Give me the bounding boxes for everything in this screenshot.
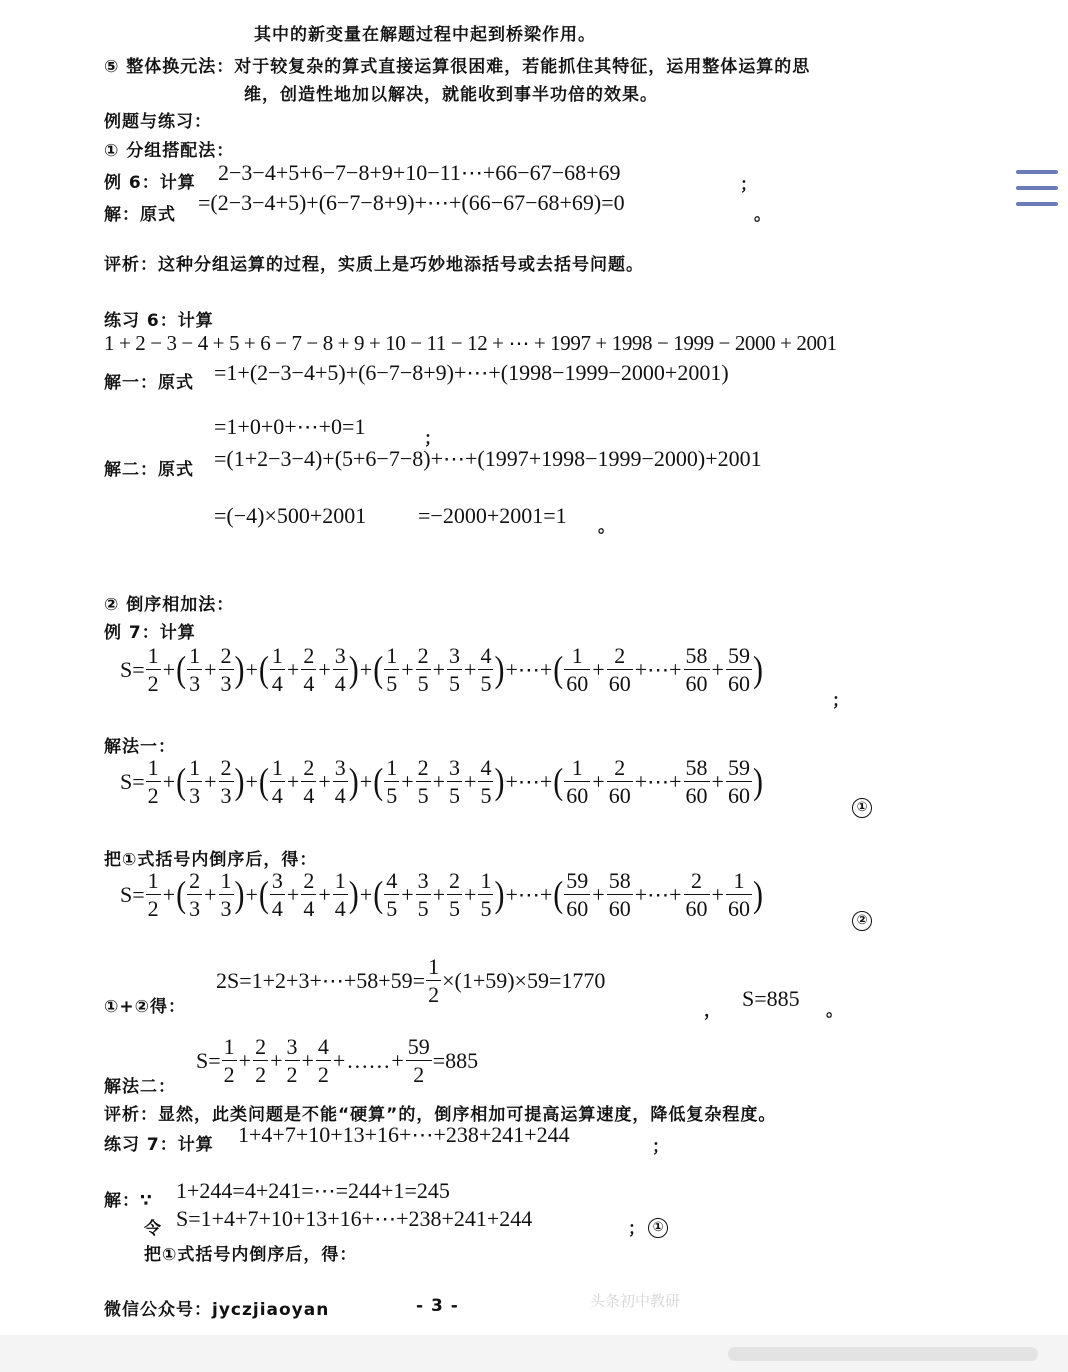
fraction: $\frac{4}{5}$	[480, 755, 492, 808]
method2-label: 解法二：	[104, 1077, 176, 1097]
let-label: 令	[144, 1219, 162, 1239]
fraction: $\frac{59}{60}$	[727, 643, 750, 696]
fraction: $\frac{1}{2}$	[147, 868, 159, 921]
equation-marker-1: ①	[648, 1216, 668, 1238]
fraction: $\frac{1}{2}$	[147, 643, 159, 696]
fraction: $\frac{1}{3}$	[220, 868, 232, 921]
fraction: $\frac{3}{2}$	[286, 1034, 298, 1087]
equation-marker-1: ①	[852, 796, 872, 818]
reverse-note-2: 把①式括号内倒序后，得：	[144, 1245, 358, 1265]
punct: ，	[704, 1001, 722, 1021]
fraction: $\frac{1}{3}$	[189, 643, 201, 696]
scroll-indicator	[728, 1347, 1038, 1361]
method5-heading: ⑤ 整体换元法：对于较复杂的算式直接运算很困难，若能抓住其特征，运用整体运算的思	[104, 57, 811, 77]
practice7-label: 练习 7：计算	[104, 1135, 214, 1155]
footer-wechat: 微信公众号：jyczjiaoyan	[104, 1300, 330, 1320]
solution6a-result: =1+0+0+⋯+0=1	[214, 414, 366, 439]
fraction: $\frac{2}{60}$	[685, 868, 708, 921]
fraction: $\frac{1}{2}$	[223, 1034, 235, 1087]
fraction: $\frac{2}{5}$	[417, 755, 429, 808]
comment7: 评析：显然，此类问题是不能“硬算”的，倒序相加可提高运算速度，降低复杂程度。	[104, 1105, 777, 1125]
punct: ；	[740, 175, 758, 195]
fraction: $\frac{1}{4}$	[271, 755, 283, 808]
fraction: $\frac{1}{60}$	[566, 643, 589, 696]
fraction: $\frac{2}{5}$	[449, 868, 461, 921]
fraction: $\frac{3}{5}$	[449, 643, 461, 696]
solution6a-label: 解一：原式	[104, 373, 194, 393]
fraction: $\frac{2}{4}$	[303, 868, 315, 921]
solution6-expression: =(2−3−4+5)+(6−7−8+9)+⋯+(66−67−68+69)=0	[198, 190, 625, 215]
fraction: $\frac{1}{60}$	[727, 868, 750, 921]
example7-label: 例 7：计算	[104, 623, 196, 643]
fraction: $\frac{58}{60}$	[685, 755, 708, 808]
fraction: $\frac{2}{3}$	[189, 868, 201, 921]
fraction: $\frac{1}{3}$	[189, 755, 201, 808]
fraction: $\frac{2}{60}$	[608, 755, 631, 808]
method2-heading: ② 倒序相加法：	[104, 595, 235, 615]
fraction: $\frac{2}{4}$	[303, 755, 315, 808]
practice7-expression: 1+4+7+10+13+16+⋯+238+241+244	[238, 1122, 570, 1147]
solution6b-label: 解二：原式	[104, 460, 194, 480]
fraction: $\frac{4}{2}$	[317, 1034, 329, 1087]
fraction: $\frac{2}{2}$	[255, 1034, 267, 1087]
practice6-expression: 1 + 2 − 3 − 4 + 5 + 6 − 7 − 8 + 9 + 10 − 11 − 12 + ⋯ + 1997 + 1998 − 1999 − 2000 + 2001	[104, 331, 837, 355]
equation-1: S= $\frac{1}{2}$ + ( $\frac{1}{3}$ + $\frac{2}{3}$ ) + ( $\frac{1}{4}$ + $\frac{2}{4}$ + $\frac{3}{4}$ ) + ( $\frac{1}{5}$ + $\frac{2}{5}$ + $\frac{3}{5}$ + $\frac{4}{5}$ ) +⋯+ ( $\frac{1}{60}$ + $\frac{2}{60}$ +⋯+ $\frac{58}{60}$ + $\frac{59}{60}$ )	[120, 755, 763, 808]
fraction: $\frac{1}{5}$	[386, 643, 398, 696]
text-line: 其中的新变量在解题过程中起到桥梁作用。	[254, 25, 596, 45]
section-title: 例题与练习：	[104, 112, 212, 132]
solution7-label: 解：∵	[104, 1191, 153, 1211]
punct: 。	[598, 517, 616, 537]
fraction: $\frac{1}{60}$	[566, 755, 589, 808]
sum-result: S=885	[742, 986, 800, 1011]
fraction: $\frac{1}{5}$	[480, 868, 492, 921]
fraction: $\frac{1}{2}$	[147, 755, 159, 808]
punct: ；	[628, 1219, 646, 1239]
bottom-bar	[0, 1335, 1068, 1372]
let-expression: S=1+4+7+10+13+16+⋯+238+241+244	[176, 1206, 533, 1231]
punct: ；	[832, 691, 850, 711]
fraction: $\frac{2}{4}$	[303, 643, 315, 696]
sum-label: ①+②得：	[104, 997, 187, 1017]
method1-heading: ① 分组搭配法：	[104, 141, 235, 161]
example6-expression: 2−3−4+5+6−7−8+9+10−11⋯+66−67−68+69	[218, 160, 621, 185]
equation-marker-2: ②	[852, 909, 872, 931]
solution6b-result: =−2000+2001=1	[418, 503, 567, 528]
sum-equation: 2S=1+2+3+⋯+58+59= $\frac{1}{2}$ ×(1+59)×59=1770	[216, 954, 606, 1007]
method1-label: 解法一：	[104, 737, 176, 757]
solution6b-expression: =(1+2−3−4)+(5+6−7−8)+⋯+(1997+1998−1999−2000)+2001	[214, 446, 762, 471]
method2-equation: S= $\frac{1}{2}$ + $\frac{2}{2}$ + $\frac{3}{2}$ + $\frac{4}{2}$ + …… + $\frac{59}{2}$ =885	[196, 1034, 479, 1087]
s-prefix: S=	[120, 657, 145, 682]
punct: 。	[754, 205, 772, 225]
example7-equation: S= $\frac{1}{2}$ + ( $\frac{1}{3}$ + $\frac{2}{3}$ ) + ( $\frac{1}{4}$ + $\frac{2}{4}$ + $\frac{3}{4}$ ) + ( $\frac{1}{5}$ + $\frac{2}{5}$ + $\frac{3}{5}$ + $\frac{4}{5}$ ) +⋯+ ( $\frac{1}{60}$ + $\frac{2}{60}$ +⋯+ $\frac{58}{60}$ + $\frac{59}{60}$ )	[120, 643, 763, 696]
solution7-expression: 1+244=4+241=⋯=244+1=245	[176, 1178, 450, 1203]
fraction: $\frac{1}{4}$	[271, 643, 283, 696]
solution6b-step: =(−4)×500+2001	[214, 503, 367, 528]
fraction: $\frac{59}{60}$	[727, 755, 750, 808]
practice6-label: 练习 6：计算	[104, 311, 214, 331]
fraction: $\frac{59}{60}$	[566, 868, 589, 921]
menu-icon[interactable]	[1016, 170, 1058, 210]
fraction: $\frac{59}{2}$	[407, 1034, 430, 1087]
fraction: $\frac{4}{5}$	[386, 868, 398, 921]
solution6a-expression: =1+(2−3−4+5)+(6−7−8+9)+⋯+(1998−1999−2000+2001)	[214, 360, 729, 385]
reverse-note-1: 把①式括号内倒序后，得：	[104, 850, 318, 870]
example6-label: 例 6：计算	[104, 173, 196, 193]
fraction: $\frac{58}{60}$	[608, 868, 631, 921]
comment6: 评析：这种分组运算的过程，实质上是巧妙地添括号或去括号问题。	[104, 255, 644, 275]
text-line: 维，创造性地加以解决，就能收到事半功倍的效果。	[244, 85, 658, 105]
fraction: $\frac{2}{60}$	[608, 643, 631, 696]
equation-2: S= $\frac{1}{2}$ + ( $\frac{2}{3}$ + $\frac{1}{3}$ ) + ( $\frac{3}{4}$ + $\frac{2}{4}$ + $\frac{1}{4}$ ) + ( $\frac{4}{5}$ + $\frac{3}{5}$ + $\frac{2}{5}$ + $\frac{1}{5}$ ) +⋯+ ( $\frac{59}{60}$ + $\frac{58}{60}$ +⋯+ $\frac{2}{60}$ + $\frac{1}{60}$ )	[120, 868, 763, 921]
fraction: $\frac{2}{3}$	[220, 643, 232, 696]
solution6-label: 解：原式	[104, 205, 176, 225]
page-number: - 3 -	[416, 1296, 459, 1316]
punct: ；	[424, 429, 442, 449]
punct: 。	[826, 1001, 844, 1021]
fraction: $\frac{3}{5}$	[449, 755, 461, 808]
fraction: $\frac{3}{5}$	[417, 868, 429, 921]
fraction: $\frac{4}{5}$	[480, 643, 492, 696]
fraction: $\frac{2}{3}$	[220, 755, 232, 808]
punct: ；	[652, 1137, 670, 1157]
fraction: $\frac{1}{4}$	[334, 868, 346, 921]
fraction: $\frac{1}{2}$	[428, 954, 440, 1007]
fraction: $\frac{3}{4}$	[334, 755, 346, 808]
watermark: 头条初中教研	[590, 1292, 681, 1310]
fraction: $\frac{3}{4}$	[271, 868, 283, 921]
fraction: $\frac{58}{60}$	[685, 643, 708, 696]
fraction: $\frac{3}{4}$	[334, 643, 346, 696]
fraction: $\frac{1}{5}$	[386, 755, 398, 808]
fraction: $\frac{2}{5}$	[417, 643, 429, 696]
